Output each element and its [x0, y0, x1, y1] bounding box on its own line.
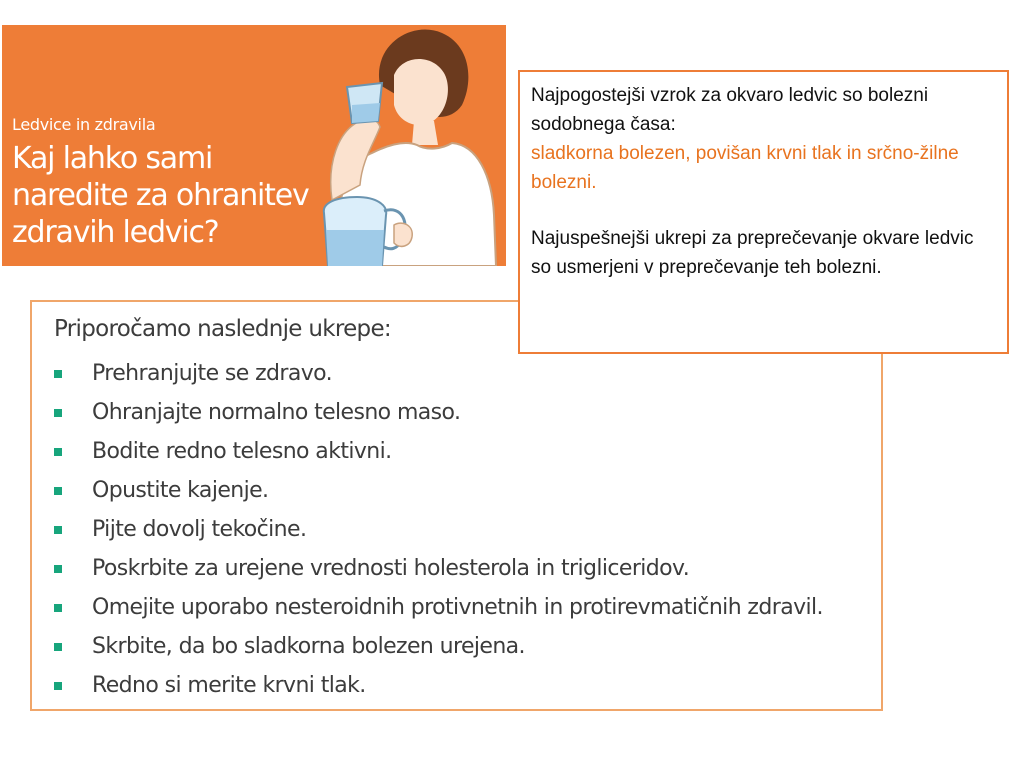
list-item-text: Pijte dovolj tekočine.	[92, 517, 307, 542]
square-bullet-icon	[54, 682, 62, 690]
list-item-text: Ohranjajte normalno telesno maso.	[92, 400, 461, 425]
square-bullet-icon	[54, 565, 62, 573]
list-item-text: Bodite redno telesno aktivni.	[92, 439, 392, 464]
square-bullet-icon	[54, 643, 62, 651]
square-bullet-icon	[54, 487, 62, 495]
list-item	[54, 471, 823, 510]
list-item	[54, 549, 823, 588]
callout-diseases: sladkorna bolezen, povišan krvni tlak in srčno-žilne bolezni.	[531, 143, 959, 193]
callout-intro: Najpogostejši vzrok za okvaro ledvic so bolezni sodobnega časa:	[531, 85, 929, 135]
callout-conclusion: Najuspešnejši ukrepi za preprečevanje okvare ledvic so usmerjeni v preprečevanje teh bolezni.	[531, 228, 974, 278]
list-item	[54, 666, 823, 705]
recommendations-list	[54, 354, 823, 705]
square-bullet-icon	[54, 409, 62, 417]
square-bullet-icon	[54, 604, 62, 612]
banner-subtitle: Ledvice in zdravila	[12, 115, 156, 134]
list-item-text: Prehranjujte se zdravo.	[92, 361, 333, 386]
square-bullet-icon	[54, 370, 62, 378]
woman-drinking-water-illustration	[302, 25, 506, 266]
info-callout	[518, 70, 1009, 354]
list-item	[54, 627, 823, 666]
list-item	[54, 354, 823, 393]
recommendations-heading: Priporočamo naslednje ukrepe:	[54, 316, 391, 342]
header-banner	[2, 25, 506, 266]
banner-title: Kaj lahko sami naredite za ohranitev zdravih ledvic?	[12, 141, 309, 250]
list-item-text: Redno si merite krvni tlak.	[92, 673, 366, 698]
list-item	[54, 588, 823, 627]
list-item	[54, 510, 823, 549]
list-item-text: Poskrbite za urejene vrednosti holesterola in trigliceridov.	[92, 556, 690, 581]
list-item-text: Skrbite, da bo sladkorna bolezen urejena.	[92, 634, 525, 659]
square-bullet-icon	[54, 526, 62, 534]
list-item	[54, 393, 823, 432]
list-item-text: Omejite uporabo nesteroidnih protivnetnih in protirevmatičnih zdravil.	[92, 595, 823, 620]
list-item	[54, 432, 823, 471]
recommendations-panel	[30, 300, 883, 711]
list-item-text: Opustite kajenje.	[92, 478, 269, 503]
square-bullet-icon	[54, 448, 62, 456]
